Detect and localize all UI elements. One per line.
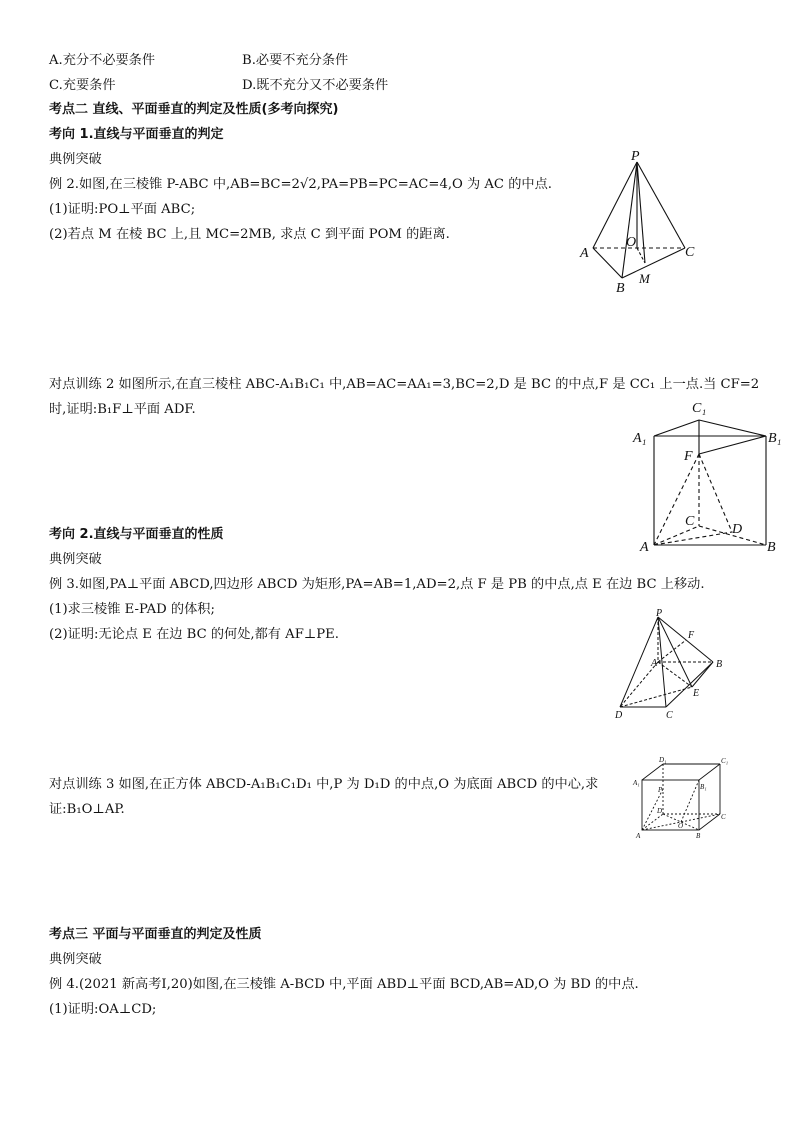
fig1-label-m: M <box>639 271 650 286</box>
fig1-label-a: A <box>580 246 589 261</box>
option-b: B.必要不充分条件 <box>242 53 349 68</box>
fig4-label-c: C <box>721 813 726 821</box>
ex-label-2: 典例突破 <box>49 552 102 567</box>
fig1-label-c: C <box>685 245 695 260</box>
fig3-label-p: P <box>656 608 663 619</box>
fig2-label-c1: C₁ <box>692 401 707 416</box>
fig2-label-a1: A₁ <box>633 431 647 446</box>
ex2-stem: 例 2.如图,在三棱锥 P-ABC 中,AB=BC=2√2,PA=PB=PC=AC=4,O 为 AC 的中点. <box>49 177 552 192</box>
ex-label-3: 典例突破 <box>49 952 102 967</box>
fig4-label-o: O <box>678 822 684 830</box>
fig2-label-b: B <box>767 540 776 555</box>
ex3-stem: 例 3.如图,PA⊥平面 ABCD,四边形 ABCD 为矩形,PA=AB=1,AD=2,点 F 是 PB 的中点,点 E 在边 BC 上移动. <box>49 577 705 592</box>
fig3-label-d: D <box>615 710 623 721</box>
fig4-label-p: P <box>658 786 663 794</box>
drill3-line2: 证:B₁O⊥AP. <box>49 802 125 817</box>
section3-title: 考点三 平面与平面垂直的判定及性质 <box>49 927 262 942</box>
options-row-1 <box>49 52 348 70</box>
fig3-label-a: A <box>651 658 658 669</box>
option-d: D.既不充分又不必要条件 <box>242 78 389 93</box>
figure-pyramid-p-abcd <box>610 605 735 725</box>
fig3-label-c: C <box>666 710 673 721</box>
ex4-stem: 例 4.(2021 新高考Ⅰ,20)如图,在三棱锥 A-BCD 中,平面 ABD⊥平面 BCD,AB=AD,O 为 BD 的中点. <box>49 977 639 992</box>
ex-label-1: 典例突破 <box>49 152 102 167</box>
ex4-q1: (1)证明:OA⊥CD; <box>49 1002 157 1017</box>
fig4-label-a: A <box>636 832 641 840</box>
fig3-label-e: E <box>693 688 700 699</box>
figure-tetrahedron-pabc <box>575 148 700 298</box>
fig4-label-d1: D₁ <box>659 756 667 764</box>
fig2-label-b1: B₁ <box>768 431 782 446</box>
section2-title: 考点二 直线、平面垂直的判定及性质(多考向探究) <box>49 102 339 117</box>
fig2-label-a: A <box>640 540 649 555</box>
fig1-label-b: B <box>616 281 625 296</box>
fig3-label-b: B <box>716 659 723 670</box>
fig4-label-b1: B₁ <box>700 783 707 791</box>
fig1-label-o: O <box>626 235 637 250</box>
fig4-label-c1: C₁ <box>721 757 729 765</box>
drill2-line2: 时,证明:B₁F⊥平面 ADF. <box>49 402 196 417</box>
fig1-label-p: P <box>631 149 640 164</box>
figure-cube-abcd-a1b1c1d1 <box>630 752 730 844</box>
options-row-2 <box>49 77 388 95</box>
fig4-label-d: D <box>657 807 663 815</box>
dir1-title: 考向 1.直线与平面垂直的判定 <box>49 127 224 142</box>
fig4-label-a1: A₁ <box>633 779 640 787</box>
ex2-q1: (1)证明:PO⊥平面 ABC; <box>49 202 196 217</box>
ex3-q2: (2)证明:无论点 E 在边 BC 的何处,都有 AF⊥PE. <box>49 627 339 642</box>
ex3-q1: (1)求三棱锥 E-PAD 的体积; <box>49 602 215 617</box>
drill2-line1: 对点训练 2 如图所示,在直三棱柱 ABC-A₁B₁C₁ 中,AB=AC=AA₁=3,BC=2,D 是 BC 的中点,F 是 CC₁ 上一点.当 CF=2 <box>49 377 760 392</box>
drill3-line1: 对点训练 3 如图,在正方体 ABCD-A₁B₁C₁D₁ 中,P 为 D₁D 的中点,O 为底面 ABCD 的中心,求 <box>49 777 599 792</box>
option-c: C.充要条件 <box>49 78 116 93</box>
dir2-title: 考向 2.直线与平面垂直的性质 <box>49 527 224 542</box>
ex2-q2: (2)若点 M 在棱 BC 上,且 MC=2MB, 求点 C 到平面 POM 的距离. <box>49 227 450 242</box>
figure-prism-abc-a1b1c1 <box>630 392 790 558</box>
fig4-label-b: B <box>696 832 701 840</box>
fig2-label-d: D <box>732 522 743 537</box>
fig3-label-f: F <box>688 630 695 641</box>
fig2-label-c: C <box>685 514 695 529</box>
option-a: A.充分不必要条件 <box>49 53 156 68</box>
fig2-label-f: F <box>684 449 693 464</box>
